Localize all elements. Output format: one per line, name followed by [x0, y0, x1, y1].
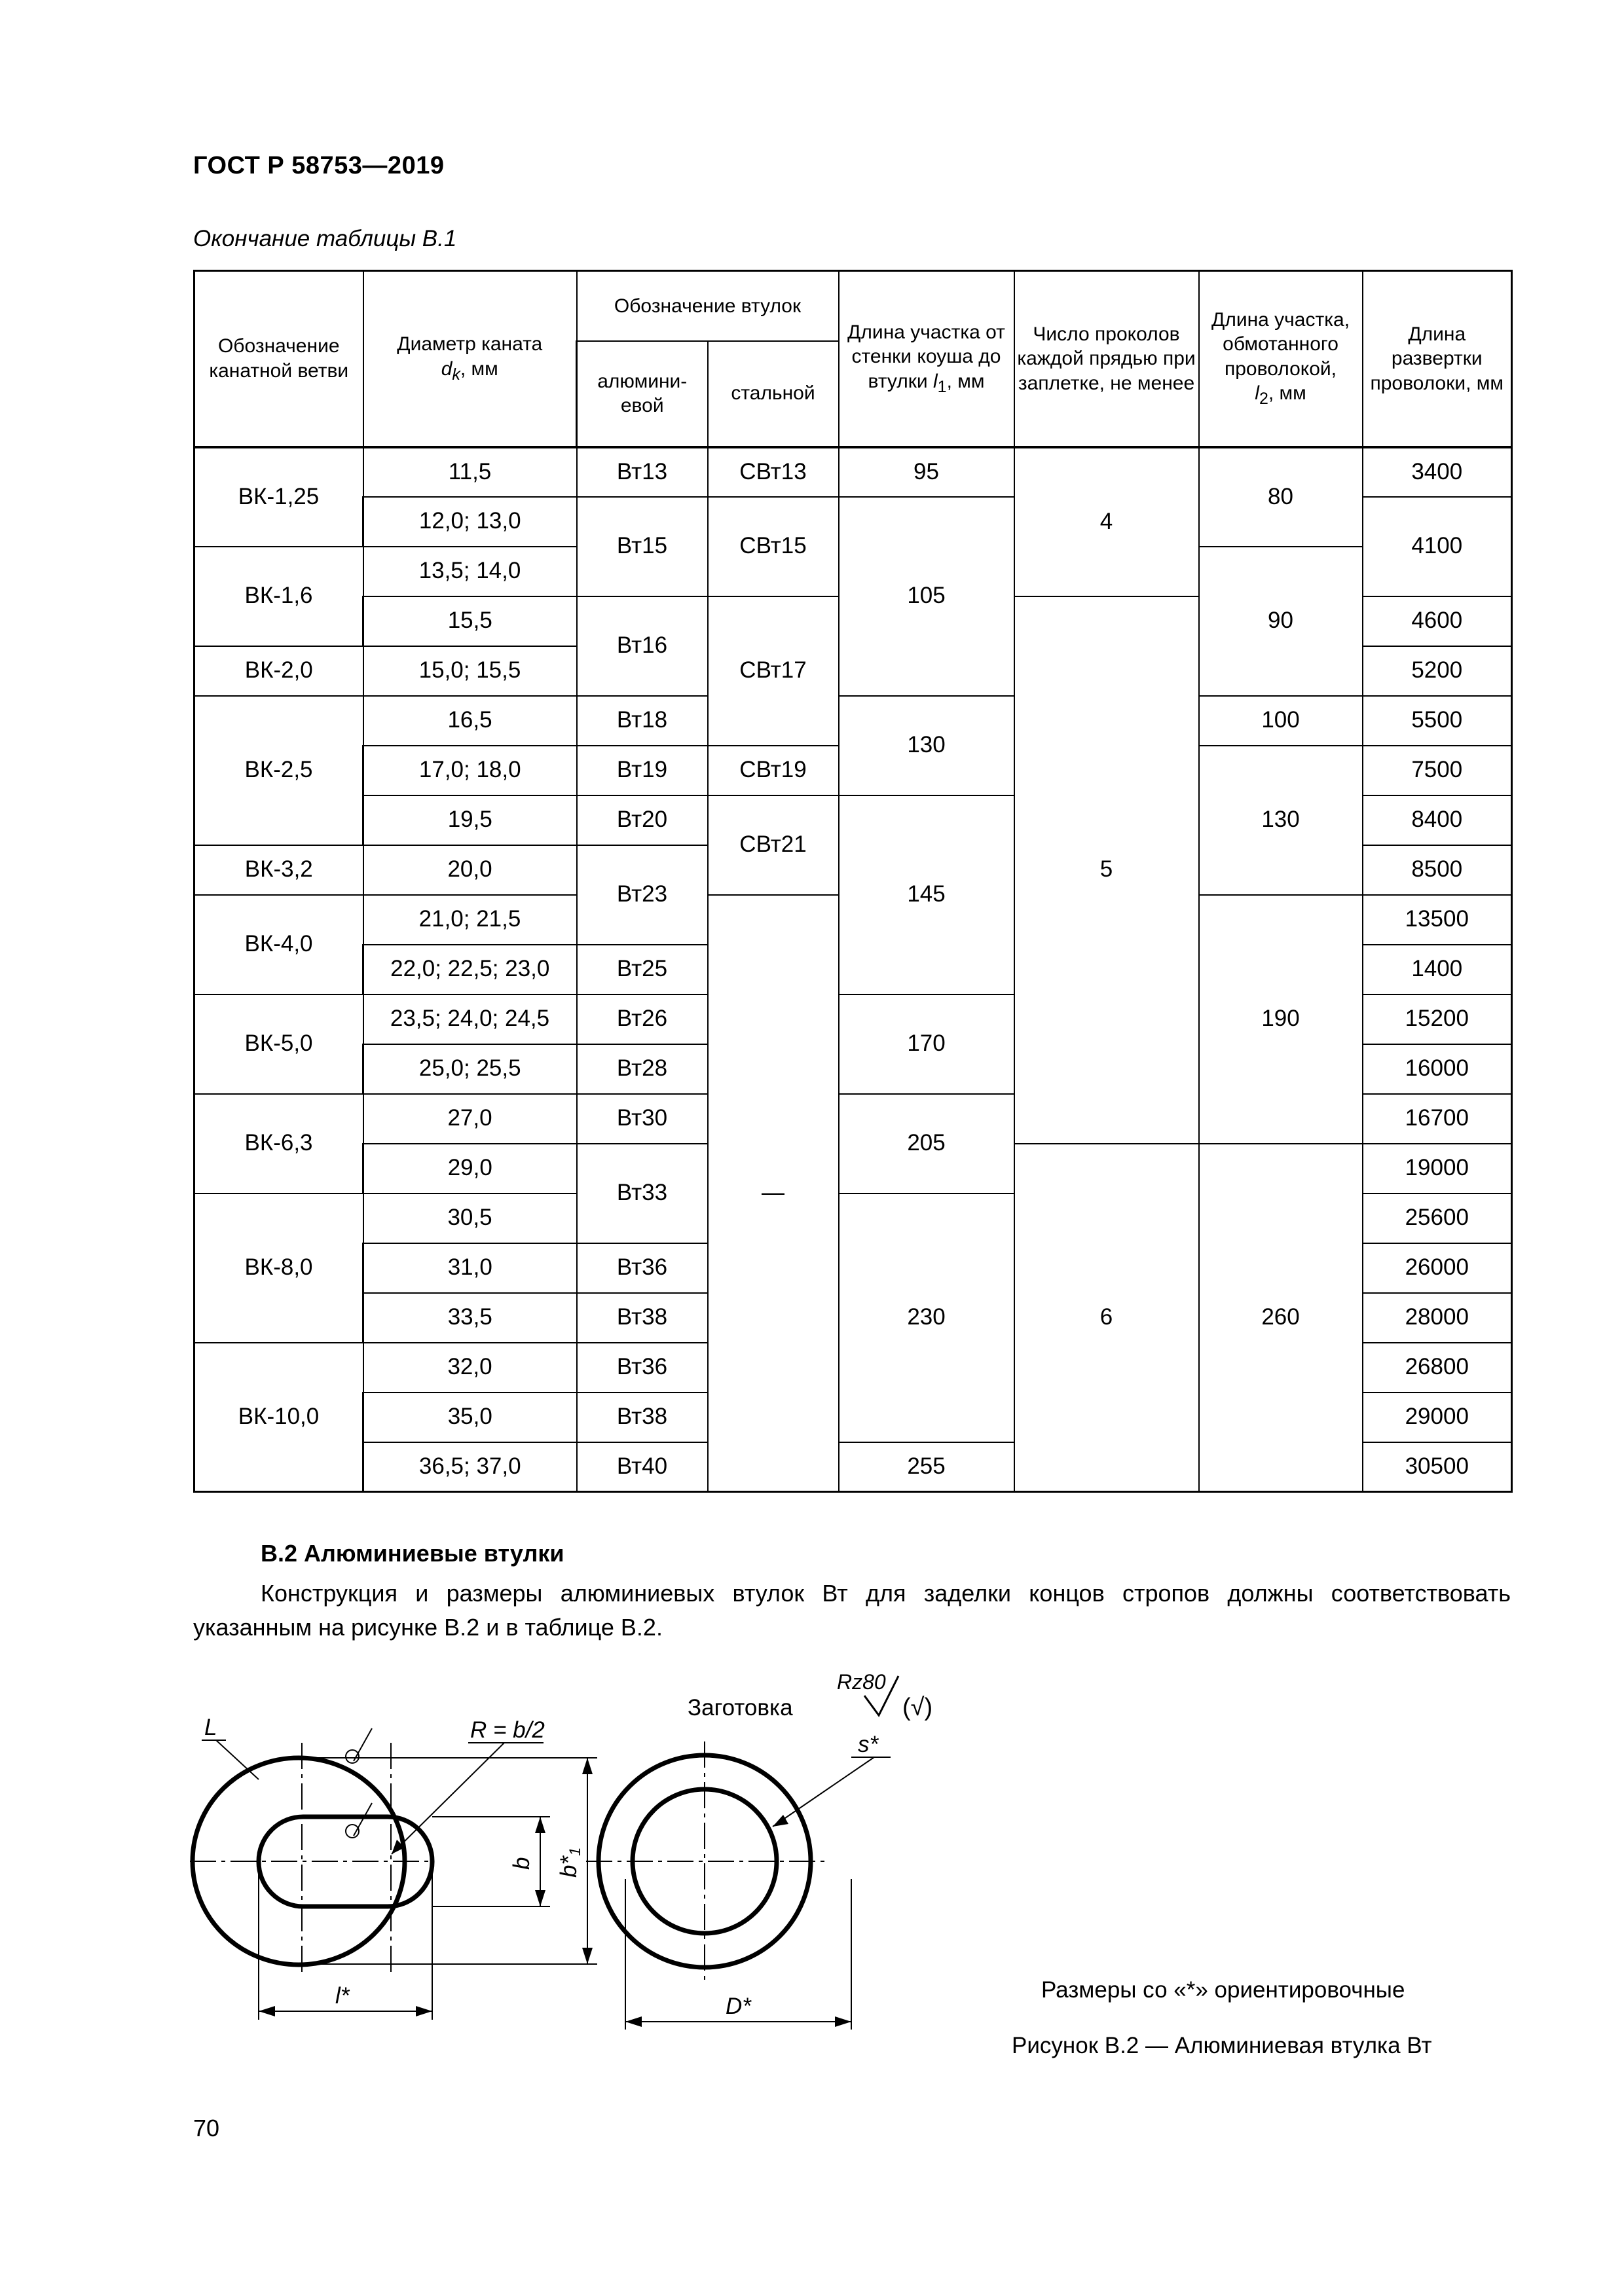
cell-diameter: 21,0; 21,5 [363, 895, 577, 945]
cell-unfold: 5200 [1363, 646, 1512, 696]
cell-l1: 105 [839, 497, 1014, 696]
spec-table [193, 270, 1513, 1493]
roughness-value: Rz80 [837, 1670, 886, 1694]
header-l1-symbol: l [932, 370, 938, 392]
header-l2-sub: 2 [1259, 390, 1268, 409]
roughness-mark-top-tick [354, 1728, 372, 1761]
cell-unfold: 26000 [1363, 1243, 1512, 1293]
cell-branch: ВК-3,2 [194, 845, 363, 895]
cell-l1: 170 [839, 994, 1014, 1094]
table-header-row [194, 271, 1512, 341]
cell-aluminum: Вт15 [577, 497, 708, 596]
cell-diameter: 36,5; 37,0 [363, 1442, 577, 1492]
cell-l2: 190 [1199, 895, 1363, 1144]
cell-unfold: 1400 [1363, 945, 1512, 994]
document-header: ГОСТ Р 58753—2019 [193, 152, 445, 179]
cell-l1: 130 [839, 696, 1014, 795]
cell-unfold: 16000 [1363, 1044, 1512, 1094]
arrow-b-bottom [535, 1890, 545, 1906]
cell-branch: ВК-10,0 [194, 1343, 363, 1492]
cell-unfold: 26800 [1363, 1343, 1512, 1393]
cell-aluminum: Вт19 [577, 746, 708, 795]
figure-note: Размеры со «*» ориентировочные [1041, 1977, 1405, 2003]
leader-s [773, 1757, 874, 1827]
cell-branch: ВК-1,25 [194, 447, 363, 547]
cell-aluminum: Вт23 [577, 845, 708, 945]
arrow-l-right [416, 2006, 432, 2016]
header-l1-sub: 1 [937, 377, 947, 396]
cell-diameter: 13,5; 14,0 [363, 547, 577, 596]
cell-diameter: 32,0 [363, 1343, 577, 1393]
cell-branch: ВК-2,0 [194, 646, 363, 696]
cell-aluminum: Вт38 [577, 1293, 708, 1343]
cell-branch: ВК-6,3 [194, 1094, 363, 1194]
cell-unfold: 28000 [1363, 1293, 1512, 1343]
page-number: 70 [193, 2115, 220, 2141]
arrow-b-top [535, 1817, 545, 1833]
cell-aluminum: Вт36 [577, 1343, 708, 1393]
cell-branch: ВК-4,0 [194, 895, 363, 994]
header-l2-symbol: l [1255, 382, 1259, 405]
arrow-D-right [835, 2016, 851, 2027]
cell-diameter: 27,0 [363, 1094, 577, 1144]
blank-label: Заготовка [688, 1695, 793, 1721]
cell-l2: 90 [1199, 547, 1363, 696]
label-L: L [204, 1715, 217, 1740]
label-b1 [556, 1848, 584, 1878]
cell-l1: 205 [839, 1094, 1014, 1194]
header-unfold: Длина развертки проволоки, мм [1363, 271, 1512, 447]
roughness-paren: (√) [902, 1694, 933, 1721]
cell-unfold: 16700 [1363, 1094, 1512, 1144]
label-D: D* [726, 1994, 751, 2019]
label-R: R = b/2 [470, 1717, 545, 1743]
arrow-s [773, 1815, 788, 1827]
cell-diameter: 22,0; 22,5; 23,0 [363, 945, 577, 994]
table-caption: Окончание таблицы В.1 [193, 226, 457, 251]
cell-diameter: 17,0; 18,0 [363, 746, 577, 795]
cell-l2: 260 [1199, 1144, 1363, 1492]
cell-punctures: 6 [1014, 1144, 1199, 1492]
cell-diameter: 15,0; 15,5 [363, 646, 577, 696]
cell-branch: ВК-2,5 [194, 696, 363, 845]
cell-unfold: 4600 [1363, 596, 1512, 646]
header-diameter-symbol: d [441, 357, 452, 380]
cell-steel: — [708, 895, 839, 1492]
cell-unfold: 4100 [1363, 497, 1512, 596]
cell-unfold: 8500 [1363, 845, 1512, 895]
cell-aluminum: Вт13 [577, 447, 708, 497]
header-steel: стальной [708, 341, 839, 447]
header-l2-text: Длина участка, обмотанного проволокой, [1211, 308, 1350, 380]
header-diameter [363, 271, 577, 447]
cell-aluminum: Вт30 [577, 1094, 708, 1144]
cell-diameter: 23,5; 24,0; 24,5 [363, 994, 577, 1044]
cell-aluminum: Вт25 [577, 945, 708, 994]
cell-l1: 145 [839, 795, 1014, 994]
cell-branch: ВК-8,0 [194, 1194, 363, 1343]
header-aluminum: алюмини-евой [577, 341, 708, 447]
roughness-mark-inner-tick [354, 1803, 372, 1836]
cell-unfold: 29000 [1363, 1393, 1512, 1442]
cell-diameter: 29,0 [363, 1144, 577, 1194]
header-branch: Обозначение канатной ветви [194, 271, 363, 447]
section-paragraph: Конструкция и размеры алюминиевых втулок Вт для заделки концов стропов должны соответствовать указанным на рисунке В.2 и в таблице В.2. [193, 1580, 1511, 1641]
arrow-l-left [259, 2006, 275, 2016]
cell-aluminum: Вт36 [577, 1243, 708, 1293]
header-diameter-sub: k [452, 365, 460, 384]
cell-diameter: 11,5 [363, 447, 577, 497]
figure-b2 [190, 1663, 1146, 2069]
cell-steel: СВт19 [708, 746, 839, 795]
cell-punctures: 4 [1014, 447, 1199, 596]
cell-steel: СВт17 [708, 596, 839, 746]
cell-l2: 80 [1199, 447, 1363, 547]
cell-branch: ВК-5,0 [194, 994, 363, 1094]
cell-l1: 95 [839, 447, 1014, 497]
cell-l2: 100 [1199, 696, 1363, 746]
cell-l1: 230 [839, 1194, 1014, 1442]
cell-aluminum: Вт40 [577, 1442, 708, 1492]
cell-punctures: 5 [1014, 596, 1199, 1144]
leader-R [392, 1743, 504, 1854]
header-l2 [1199, 271, 1363, 447]
cell-l1: 255 [839, 1442, 1014, 1492]
cell-aluminum: Вт38 [577, 1393, 708, 1442]
cell-diameter: 16,5 [363, 696, 577, 746]
cell-unfold: 30500 [1363, 1442, 1512, 1492]
leader-L [216, 1740, 259, 1779]
cell-unfold: 25600 [1363, 1194, 1512, 1243]
cell-unfold: 13500 [1363, 895, 1512, 945]
label-s: s* [858, 1732, 879, 1757]
cell-aluminum: Вт26 [577, 994, 708, 1044]
cell-diameter: 12,0; 13,0 [363, 497, 577, 547]
arrow-b1-bottom [582, 1948, 593, 1964]
cell-branch: ВК-1,6 [194, 547, 363, 646]
cell-diameter: 19,5 [363, 795, 577, 845]
cell-steel: СВт13 [708, 447, 839, 497]
cell-aluminum: Вт33 [577, 1144, 708, 1243]
figure-caption: Рисунок В.2 — Алюминиевая втулка Вт [1012, 2033, 1432, 2058]
header-sleeves: Обозначение втулок [577, 271, 839, 341]
arrow-b1-top [582, 1758, 593, 1774]
cell-unfold: 7500 [1363, 746, 1512, 795]
cell-diameter: 15,5 [363, 596, 577, 646]
cell-aluminum: Вт16 [577, 596, 708, 696]
cell-unfold: 5500 [1363, 696, 1512, 746]
header-l1-unit: , мм [946, 370, 985, 392]
header-l1-text: Длина участка от стенки коуша до втулки [847, 321, 1005, 392]
header-punctures: Число проколов каждой прядью при заплетке, не менее [1014, 271, 1199, 447]
header-l1 [839, 271, 1014, 447]
label-b: b [509, 1857, 534, 1870]
cell-diameter: 33,5 [363, 1293, 577, 1343]
label-b1-sub: 1 [566, 1847, 584, 1856]
header-l2-unit: , мм [1268, 382, 1306, 405]
table-row [194, 696, 1512, 746]
table-row [194, 447, 1512, 497]
cell-diameter: 35,0 [363, 1393, 577, 1442]
section-heading: В.2 Алюминиевые втулки [261, 1540, 564, 1567]
cell-unfold: 3400 [1363, 447, 1512, 497]
cell-unfold: 19000 [1363, 1144, 1512, 1194]
cell-steel: СВт15 [708, 497, 839, 596]
cell-l2: 130 [1199, 746, 1363, 895]
label-b1-main: b* [556, 1855, 581, 1878]
header-diameter-unit: , мм [460, 357, 498, 380]
cell-diameter: 31,0 [363, 1243, 577, 1293]
cell-unfold: 15200 [1363, 994, 1512, 1044]
cell-diameter: 30,5 [363, 1194, 577, 1243]
arrow-D-left [625, 2016, 642, 2027]
header-diameter-text: Диаметр каната [397, 333, 543, 355]
label-l: l* [335, 1983, 350, 2009]
cell-aluminum: Вт28 [577, 1044, 708, 1094]
cell-unfold: 8400 [1363, 795, 1512, 845]
cell-diameter: 20,0 [363, 845, 577, 895]
cell-diameter: 25,0; 25,5 [363, 1044, 577, 1094]
cell-aluminum: Вт20 [577, 795, 708, 845]
cell-steel: СВт21 [708, 795, 839, 895]
cell-aluminum: Вт18 [577, 696, 708, 746]
